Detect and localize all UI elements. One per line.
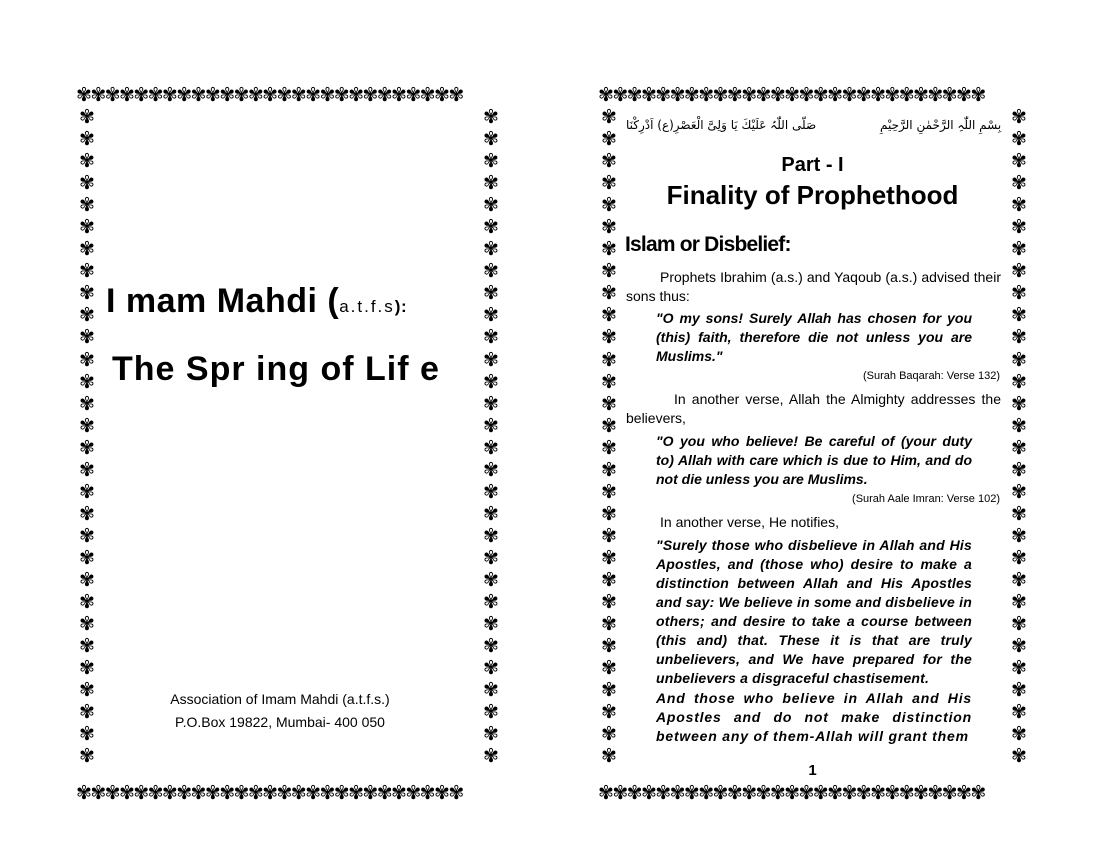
flower-border-icon: ✾ xyxy=(1011,635,1027,658)
flower-border-icon: ✾ xyxy=(1011,458,1027,481)
flower-border-icon: ✾ xyxy=(79,216,95,239)
flower-border-icon: ✾ xyxy=(601,436,617,459)
flower-border-icon: ✾ xyxy=(483,613,499,636)
flower-border-icon: ✾ xyxy=(601,194,617,217)
flower-border-icon: ✾ xyxy=(483,679,499,702)
part-label: Part - I xyxy=(781,154,844,176)
flower-border-icon: ✾ xyxy=(483,414,499,437)
flower-border-icon: ✾ xyxy=(483,657,499,680)
flower-border-icon: ✾ xyxy=(601,546,617,569)
flower-border-icon: ✾ xyxy=(483,304,499,327)
cover-title-suffix: a.t.f.s xyxy=(339,297,395,316)
flower-border-icon: ✾ xyxy=(1011,613,1027,636)
flower-border-icon: ✾ xyxy=(483,458,499,481)
flower-border-icon: ✾ xyxy=(483,172,499,195)
flower-border-icon: ✾ xyxy=(1011,216,1027,239)
flower-border-icon: ✾ xyxy=(79,679,95,702)
flower-border-icon: ✾ xyxy=(483,701,499,724)
flower-border-icon: ✾ xyxy=(1011,172,1027,195)
flower-border-icon: ✾ xyxy=(79,723,95,746)
border-bottom-left-page: ✾✾✾✾✾✾✾✾✾✾✾✾✾✾✾✾✾✾✾✾✾✾✾✾✾✾✾ xyxy=(76,782,463,804)
citation: (Surah Aale Imran: Verse 102) xyxy=(852,493,1000,505)
flower-border-icon: ✾ xyxy=(601,635,617,658)
flower-border-icon: ✾ xyxy=(1011,194,1027,217)
flower-border-icon: ✾ xyxy=(601,282,617,305)
flower-border-icon: ✾ xyxy=(1011,150,1027,173)
flower-border-icon: ✾ xyxy=(483,745,499,768)
flower-border-icon: ✾ xyxy=(79,502,95,525)
flower-border-icon: ✾ xyxy=(483,260,499,283)
flower-border-icon: ✾ xyxy=(601,480,617,503)
flower-border-icon: ✾ xyxy=(601,106,617,128)
flower-border-icon: ✾ xyxy=(601,745,617,768)
flower-border-icon: ✾ xyxy=(1011,128,1027,151)
page-number: 1 xyxy=(808,762,817,779)
flower-border-icon: ✾ xyxy=(483,106,499,128)
border-left-left-page xyxy=(76,106,98,782)
flower-border-icon: ✾ xyxy=(483,326,499,349)
border-top-right-page: ✾✾✾✾✾✾✾✾✾✾✾✾✾✾✾✾✾✾✾✾✾✾✾✾✾✾✾ xyxy=(598,84,985,106)
flower-border-icon: ✾ xyxy=(1011,304,1027,327)
flower-border-icon: ✾ xyxy=(1011,392,1027,415)
cover-subtitle: The Spr ing of Lif e xyxy=(112,350,440,388)
flower-border-icon: ✾ xyxy=(483,282,499,305)
quran-quote: And those who believe in Allah and His Apostles and do not make distinction between any of them-Allah will grant them xyxy=(656,690,972,744)
flower-border-icon: ✾ xyxy=(79,392,95,415)
chapter-title: Finality of Prophethood xyxy=(666,180,959,210)
flower-border-icon: ✾ xyxy=(601,260,617,283)
cover-address: P.O.Box 19822, Mumbai- 400 050 xyxy=(175,714,385,730)
flower-border-icon: ✾ xyxy=(601,613,617,636)
flower-border-icon: ✾ xyxy=(601,216,617,239)
flower-border-icon: ✾ xyxy=(1011,348,1027,371)
paragraph xyxy=(626,390,1001,428)
flower-border-icon: ✾ xyxy=(79,238,95,261)
cover-title xyxy=(106,282,486,321)
flower-border-icon: ✾ xyxy=(79,657,95,680)
flower-border-icon: ✾ xyxy=(483,723,499,746)
quran-quote: "O you who believe! Be careful of (your duty to) Allah with care which is due to Him, and do not die unless you are Muslims. xyxy=(656,433,972,487)
flower-border-icon: ✾ xyxy=(601,723,617,746)
flower-border-icon: ✾ xyxy=(1011,701,1027,724)
border-right-left-page xyxy=(480,106,502,782)
flower-border-icon: ✾ xyxy=(601,701,617,724)
flower-border-icon: ✾ xyxy=(79,348,95,371)
flower-border-icon: ✾ xyxy=(483,216,499,239)
flower-border-icon: ✾ xyxy=(1011,326,1027,349)
flower-border-icon: ✾ xyxy=(483,591,499,614)
flower-border-icon: ✾ xyxy=(79,546,95,569)
flower-border-icon: ✾ xyxy=(483,348,499,371)
flower-border-icon: ✾ xyxy=(79,370,95,393)
flower-border-icon: ✾ xyxy=(79,436,95,459)
cover-title-main: I mam Mahdi ( xyxy=(106,282,340,320)
cover-title-close: ): xyxy=(394,297,408,316)
flower-border-icon: ✾ xyxy=(601,326,617,349)
flower-border-icon: ✾ xyxy=(483,128,499,151)
flower-border-icon: ✾ xyxy=(483,502,499,525)
flower-border-icon: ✾ xyxy=(483,392,499,415)
flower-border-icon: ✾ xyxy=(79,282,95,305)
flower-border-icon: ✾ xyxy=(601,502,617,525)
flower-border-icon: ✾ xyxy=(79,128,95,151)
border-left-right-page xyxy=(598,106,620,782)
flower-border-icon: ✾ xyxy=(1011,106,1027,128)
flower-border-icon: ✾ xyxy=(79,106,95,128)
flower-border-icon: ✾ xyxy=(79,635,95,658)
flower-border-icon: ✾ xyxy=(79,150,95,173)
flower-border-icon: ✾ xyxy=(1011,745,1027,768)
flower-border-icon: ✾ xyxy=(601,657,617,680)
flower-border-icon: ✾ xyxy=(601,392,617,415)
flower-border-icon: ✾ xyxy=(1011,480,1027,503)
flower-border-icon: ✾ xyxy=(601,591,617,614)
flower-border-icon: ✾ xyxy=(1011,679,1027,702)
flower-border-icon: ✾ xyxy=(79,304,95,327)
flower-border-icon: ✾ xyxy=(601,414,617,437)
flower-border-icon: ✾ xyxy=(483,546,499,569)
flower-border-icon: ✾ xyxy=(483,436,499,459)
flower-border-icon: ✾ xyxy=(1011,282,1027,305)
flower-border-icon: ✾ xyxy=(483,635,499,658)
flower-border-icon: ✾ xyxy=(601,348,617,371)
flower-border-icon: ✾ xyxy=(79,524,95,547)
section-heading: Islam or Disbelief: xyxy=(625,233,791,256)
border-right-right-page xyxy=(1008,106,1030,782)
flower-border-icon: ✾ xyxy=(601,568,617,591)
paragraph-text: In another verse, He notifies, xyxy=(660,514,839,530)
flower-border-icon: ✾ xyxy=(1011,723,1027,746)
flower-border-icon: ✾ xyxy=(1011,260,1027,283)
flower-border-icon: ✾ xyxy=(483,524,499,547)
flower-border-icon: ✾ xyxy=(79,613,95,636)
flower-border-icon: ✾ xyxy=(601,458,617,481)
flower-border-icon: ✾ xyxy=(601,150,617,173)
paragraph-text: In another verse, Allah the Almighty addresses the believers, xyxy=(626,391,1001,426)
quran-quote: "O my sons! Surely Allah has chosen for you (this) faith, therefore die not unless you are Muslims." xyxy=(656,310,972,364)
flower-border-icon: ✾ xyxy=(601,304,617,327)
flower-border-icon: ✾ xyxy=(1011,524,1027,547)
flower-border-icon: ✾ xyxy=(483,238,499,261)
cover-publisher: Association of Imam Mahdi (a.t.f.s.) xyxy=(170,691,390,707)
flower-border-icon: ✾ xyxy=(79,172,95,195)
flower-border-icon: ✾ xyxy=(1011,370,1027,393)
flower-border-icon: ✾ xyxy=(79,701,95,724)
flower-border-icon: ✾ xyxy=(79,414,95,437)
flower-border-icon: ✾ xyxy=(79,591,95,614)
flower-border-icon: ✾ xyxy=(1011,436,1027,459)
flower-border-icon: ✾ xyxy=(483,150,499,173)
flower-border-icon: ✾ xyxy=(79,745,95,768)
flower-border-icon: ✾ xyxy=(1011,657,1027,680)
flower-border-icon: ✾ xyxy=(79,194,95,217)
flower-border-icon: ✾ xyxy=(79,568,95,591)
flower-border-icon: ✾ xyxy=(1011,502,1027,525)
flower-border-icon: ✾ xyxy=(1011,238,1027,261)
flower-border-icon: ✾ xyxy=(1011,591,1027,614)
paragraph xyxy=(626,513,1001,532)
quran-quote: "Surely those who disbelieve in Allah and His Apostles, and (those who) desire to make a distinction between Allah and His Apostles and say: We believe in some and disbelieve in others; and desire to take a course between (this and) that. These it is that are truly unbelievers, and We have prepared for the unbelievers a disgraceful chastisement. xyxy=(656,537,972,686)
flower-border-icon: ✾ xyxy=(483,370,499,393)
flower-border-icon: ✾ xyxy=(1011,568,1027,591)
flower-border-icon: ✾ xyxy=(79,260,95,283)
flower-border-icon: ✾ xyxy=(601,172,617,195)
flower-border-icon: ✾ xyxy=(601,524,617,547)
flower-border-icon: ✾ xyxy=(1011,414,1027,437)
invocation-bismillah: بِسْمِ اللّٰہِ الرَّحْمٰنِ الرَّحِیْمِ xyxy=(880,118,1002,132)
flower-border-icon: ✾ xyxy=(483,480,499,503)
flower-border-icon: ✾ xyxy=(483,194,499,217)
flower-border-icon: ✾ xyxy=(79,326,95,349)
flower-border-icon: ✾ xyxy=(79,480,95,503)
flower-border-icon: ✾ xyxy=(601,238,617,261)
flower-border-icon: ✾ xyxy=(601,128,617,151)
citation: (Surah Baqarah: Verse 132) xyxy=(863,370,1000,382)
flower-border-icon: ✾ xyxy=(483,568,499,591)
border-bottom-right-page: ✾✾✾✾✾✾✾✾✾✾✾✾✾✾✾✾✾✾✾✾✾✾✾✾✾✾✾ xyxy=(598,782,985,804)
flower-border-icon: ✾ xyxy=(79,458,95,481)
flower-border-icon: ✾ xyxy=(1011,546,1027,569)
paragraph-text: Prophets Ibrahim (a.s.) and Yaqoub (a.s.) advised their sons thus: xyxy=(626,269,1001,304)
invocation-salawat: صَلّی اللّٰہُ عَلَیْكَ یَا وَلِیَّ الْعَصْرِ(ع) اَدْرِكْنَا xyxy=(626,118,817,132)
paragraph xyxy=(626,268,1001,306)
flower-border-icon: ✾ xyxy=(601,370,617,393)
flower-border-icon: ✾ xyxy=(601,679,617,702)
border-top-left-page: ✾✾✾✾✾✾✾✾✾✾✾✾✾✾✾✾✾✾✾✾✾✾✾✾✾✾✾ xyxy=(76,84,463,106)
